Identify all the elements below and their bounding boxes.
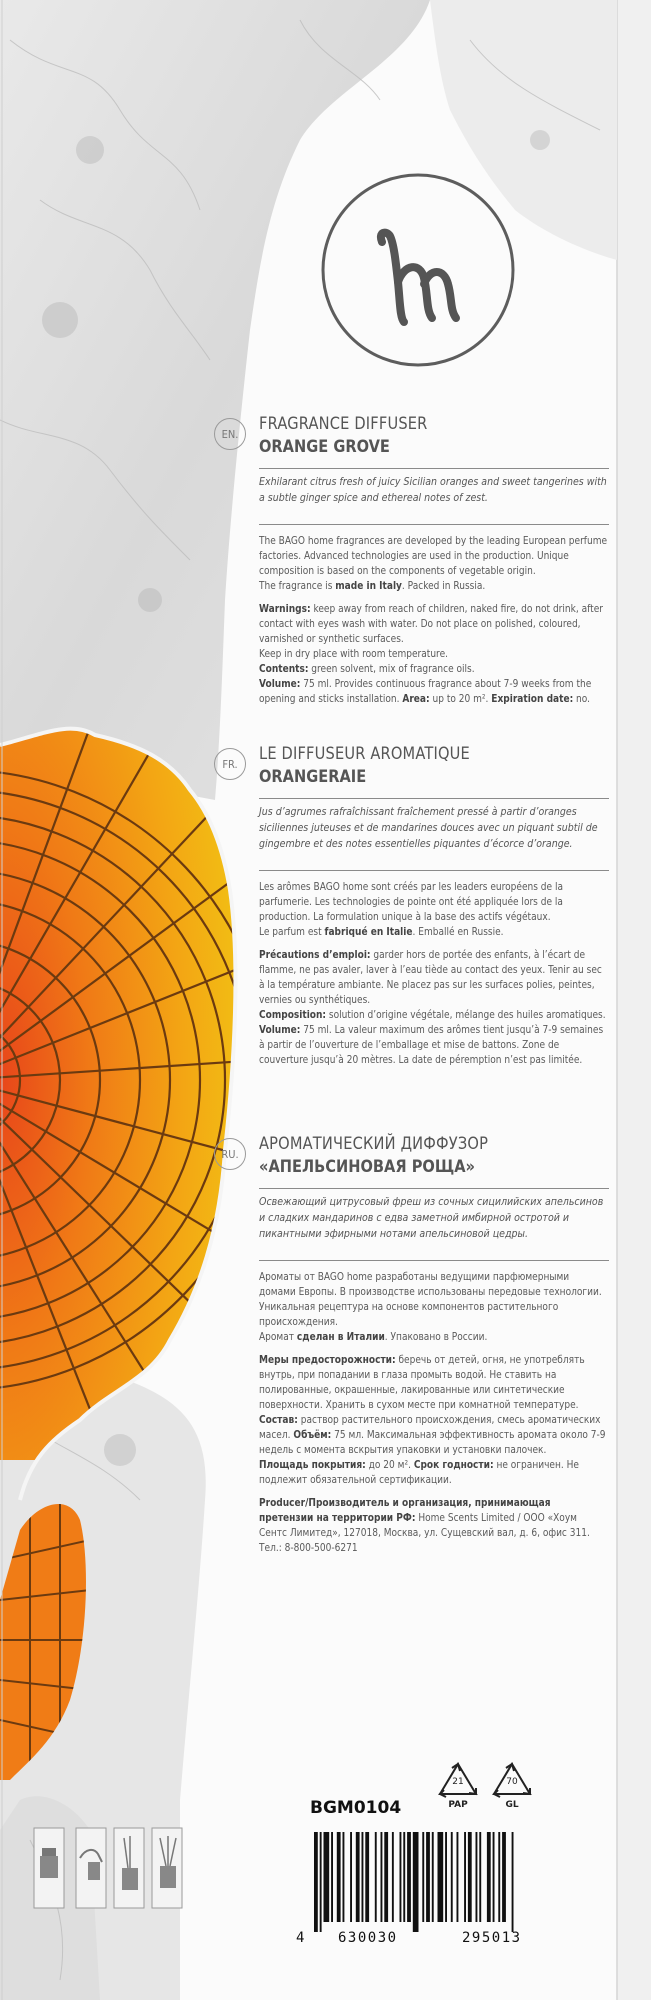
barcode-bar: [438, 1832, 444, 1922]
made-in-pre: Аромат: [259, 1331, 297, 1343]
made-in-pre: Le parfum est: [259, 926, 325, 938]
lang-badge: FR.: [214, 748, 246, 780]
lang-badge: RU.: [214, 1138, 246, 1170]
barcode-bar: [493, 1832, 495, 1922]
barcode-bar: [350, 1832, 352, 1922]
area-text: до 20 м².: [365, 1459, 414, 1471]
warnings-text: беречь от детей, огня, не употреблять внутрь, при попадании в глаза промыть водой. Не ставить на полированные, окрашенные, лакированные или синтетические поверхности. Хранить в сухом месте при комнатной температуре.: [259, 1354, 585, 1411]
contents-text: green solvent, mix of fragrance oils.: [308, 663, 475, 675]
barcode-bar: [413, 1832, 419, 1932]
volume-text: 75 ml. La valeur maximum des arômes tient jusqu’à 7-9 semaines à partir de l’ouverture de l’emballage et mise de battons. Zone de couverture jusqu’à 20 mètres. La date de péremption n’est pas limitée.: [259, 1024, 604, 1066]
volume-label: Объём:: [293, 1429, 332, 1441]
product-type: FRAGRANCE DIFFUSER: [259, 414, 428, 434]
barcode-bar: [445, 1832, 447, 1922]
made-in-pre: The fragrance is: [259, 580, 336, 592]
intro-text: Jus d’agrumes rafraîchissant fraîchement pressé à partir d’oranges siciliennes juteuses et de mandarines douces avec un piquant subtil de gingembre et des notes essentielles piquantes d’écorce d’orange.: [259, 805, 598, 850]
made-in: сделан в Италии: [296, 1331, 385, 1343]
body-text: [259, 534, 607, 715]
barcode-bar: [422, 1832, 424, 1922]
barcode: [296, 1832, 578, 1942]
contents-label: Composition:: [259, 1009, 327, 1021]
warnings-label: Warnings:: [259, 603, 311, 615]
paragraph: Ароматы от BAGO home разработаны ведущими парфюмерными домами Европы. В производстве использованы передовые технологии. Уникальная рецептура на основе компонентов растительного происхождения.: [259, 1271, 602, 1328]
warnings-label: Меры предосторожности:: [259, 1354, 396, 1366]
volume-label: Volume:: [259, 1024, 301, 1036]
barcode-bar: [343, 1832, 345, 1922]
barcode-bar: [337, 1832, 341, 1922]
expiration-text: не ограничен. Не подлежит обязательной сертификации.: [259, 1459, 579, 1486]
barcode-bar: [331, 1832, 333, 1922]
barcode-bar: [457, 1832, 459, 1922]
diffuser-ready-icon: [148, 1818, 186, 1918]
barcode-digit-first: 4: [296, 1930, 306, 1946]
body-text: [259, 880, 607, 1076]
bottle-icon: [30, 1818, 68, 1918]
barcode-bar: [362, 1832, 364, 1922]
divider: [259, 1260, 609, 1261]
product-name: ORANGE GROVE: [259, 437, 390, 457]
divider: [259, 798, 609, 799]
producer-phone: Тел.: 8-800-500-6271: [259, 1542, 358, 1554]
barcode-bar: [476, 1832, 478, 1922]
warnings-text: garder hors de portée des enfants, à l’écart de flamme, ne pas avaler, laver à l’eau tiède au contact des yeux. Tenir au sec à la température ambiante. Ne placez pas sur les surfaces polies, peintes, vernies ou synthétiques.: [259, 949, 602, 1006]
divider: [259, 870, 609, 871]
divider: [259, 468, 609, 469]
body-text: [259, 1270, 607, 1564]
contents-text: раствор растительного происхождения, смесь ароматических масел.: [259, 1414, 601, 1441]
barcode-bar: [381, 1832, 383, 1922]
barcode-bar: [356, 1832, 360, 1922]
made-in-post: . Packed in Russia.: [401, 580, 486, 592]
barcode-bar: [314, 1832, 318, 1932]
section-heading: [259, 1132, 609, 1178]
barcode-bar: [375, 1832, 377, 1922]
recycle-gl-icon: [490, 1760, 534, 1812]
barcode-bar: [400, 1832, 402, 1922]
warnings-text: keep away from reach of children, naked fire, do not drink, after contact with eyes wash with water. Do not place on polished, coloured, varnished or synthetic surfaces.: [259, 603, 603, 645]
section-heading: [259, 412, 609, 458]
barcode-bar: [426, 1832, 430, 1922]
barcode-bar: [512, 1832, 514, 1932]
recycle-label: GL: [505, 1800, 519, 1810]
barcode-bar: [392, 1832, 394, 1922]
section-heading: [259, 742, 609, 788]
expiration-label: Срок годности:: [413, 1459, 494, 1471]
area-label: Площадь покрытия:: [259, 1459, 366, 1471]
barcode-bar: [487, 1832, 491, 1922]
made-in: made in Italy: [335, 580, 402, 592]
barcode-bar: [403, 1832, 405, 1922]
storage-text: Keep in dry place with room temperature.: [259, 648, 449, 660]
made-in-post: . Emballé en Russie.: [412, 926, 504, 938]
recycle-label: PAP: [448, 1800, 468, 1810]
divider: [259, 1188, 609, 1189]
producer-text: Home Scents Limited / ООО «Хоум Сентс Лимитед», 127018, Москва, ул. Сущевский вал, д. 6, офис 311.: [259, 1512, 590, 1539]
volume-text: 75 ml. Provides continuous fragrance about 7-9 weeks from the opening and sticks installation.: [259, 678, 592, 705]
barcode-bar: [407, 1832, 411, 1922]
barcode-bar: [451, 1832, 453, 1922]
barcode-bar: [464, 1832, 466, 1922]
product-type: АРОМАТИЧЕСКИЙ ДИФФУЗОР: [259, 1134, 489, 1154]
made-in: fabriqué en Italie: [324, 926, 413, 938]
volume-text: 75 мл. Максимальная эффективность аромата около 7-9 недель с момента вскрытия упаковки и установки палочек.: [259, 1429, 606, 1456]
producer-label: Producer/Производитель и организация, принимающая претензии на территории РФ:: [259, 1497, 551, 1524]
recycle-pap-icon: [436, 1760, 480, 1812]
barcode-digits-right: 295013: [462, 1930, 522, 1946]
contents-text: solution d’origine végétale, mélange des huiles aromatiques.: [326, 1009, 606, 1021]
barcode-bar: [384, 1832, 388, 1922]
barcode-bar: [479, 1832, 481, 1922]
warnings-label: Précautions d’emploi:: [259, 949, 371, 961]
barcode-bar: [468, 1832, 472, 1922]
paragraph: Les arômes BAGO home sont créés par les leaders européens de la parfumerie. Les technologies de pointe ont été appliquée lors de la production. La formulation unique à la base des actifs végétaux.: [259, 881, 564, 923]
product-code: BGM0104: [310, 1798, 402, 1818]
insert-sticks-icon: [110, 1818, 148, 1918]
barcode-bar: [320, 1832, 322, 1932]
product-type: LE DIFFUSEUR AROMATIQUE: [259, 744, 470, 764]
product-name: ORANGERAIE: [259, 767, 367, 787]
open-bottle-icon: [72, 1818, 110, 1918]
barcode-digits-left: 630030: [338, 1930, 398, 1946]
divider: [259, 524, 609, 525]
made-in-post: . Упаковано в России.: [384, 1331, 488, 1343]
lang-badge: EN.: [214, 418, 246, 450]
contents-label: Contents:: [259, 663, 309, 675]
bago-monogram-icon: [320, 172, 516, 368]
contents-label: Состав:: [259, 1414, 298, 1426]
expiration-label: Expiration date:: [491, 693, 574, 705]
barcode-bar: [502, 1832, 506, 1922]
intro-text: Освежающий цитрусовый фреш из сочных сицилийских апельсинов и сладких мандаринов с едва заметной имбирной остротой и пикантными эфирными нотами апельсиновой цедры.: [259, 1195, 604, 1240]
area-label: Area:: [402, 693, 430, 705]
volume-label: Volume:: [259, 678, 301, 690]
area-text: up to 20 m².: [429, 693, 492, 705]
barcode-bar: [324, 1832, 330, 1922]
barcode-bar: [498, 1832, 500, 1922]
paragraph: The BAGO home fragrances are developed by the leading European perfume factories. Advanced technologies are used in the production. Unique composition is based on the components of vegetable origin.: [259, 535, 608, 577]
recycle-number: 70: [506, 1777, 518, 1787]
barcode-bar: [432, 1832, 434, 1922]
recycle-number: 21: [452, 1777, 464, 1787]
expiration-text: no.: [573, 693, 591, 705]
barcode-bar: [365, 1832, 369, 1922]
product-name: «АПЕЛЬСИНОВАЯ РОЩА»: [259, 1157, 475, 1177]
intro-text: Exhilarant citrus fresh of juicy Sicilian oranges and sweet tangerines with a subtle ginger spice and ethereal notes of zest.: [259, 475, 607, 504]
